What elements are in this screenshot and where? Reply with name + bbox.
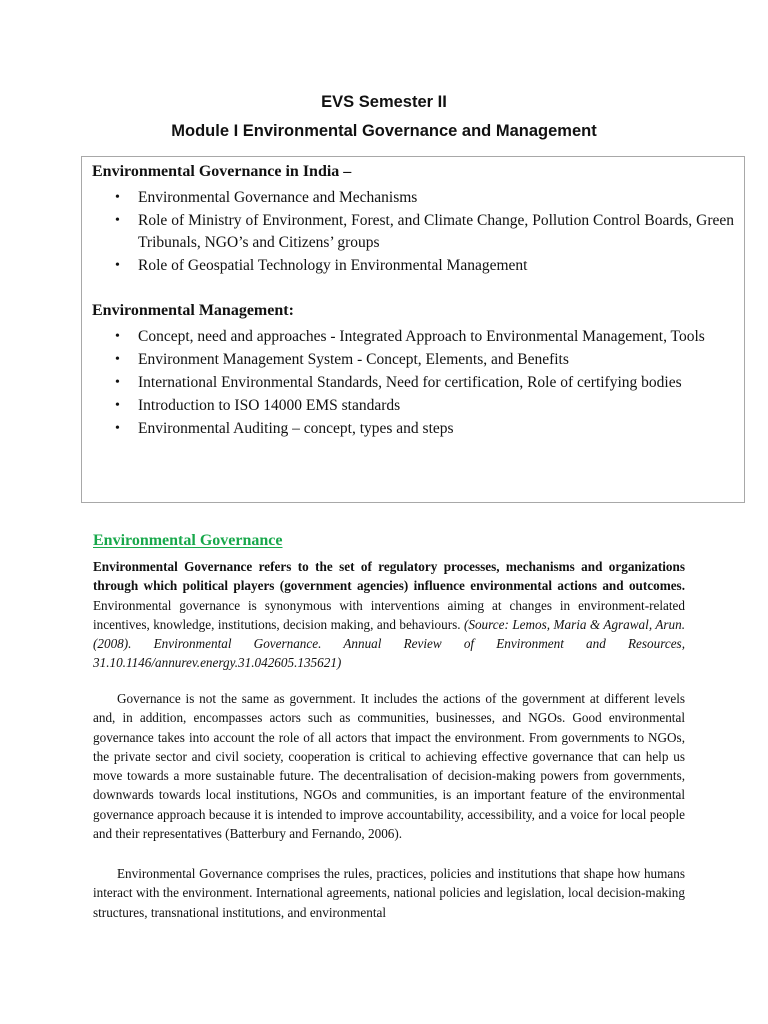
section-title: Environmental Governance (93, 532, 283, 549)
rules-paragraph: Environmental Governance comprises the rules, practices, policies and institutions that shape how humans interact with the environment. International agreements, national policies and legislation, local decision-making structures, transnational institutions, and environmental (93, 866, 685, 920)
heading-env-management: Environmental Management: (92, 302, 294, 319)
list-item: • Introduction to ISO 14000 EMS standards (82, 395, 734, 417)
document-title: EVS Semester II (321, 93, 447, 111)
module-title: Module I Environmental Governance and Management (171, 122, 597, 140)
definition-paragraph (93, 557, 685, 673)
bullet-icon: • (115, 329, 120, 344)
source-citation: (Source: Lemos, Maria & Agrawal, Arun. (2008). Environmental Governance. Annual Review of Environment and Resources, 31.10.1146/annurev.energy.31.042605.135621) (93, 616, 685, 671)
heading-governance-india: Environmental Governance in India – (92, 163, 352, 180)
governance-topic-list (82, 187, 734, 278)
definition-text: Environmental governance is synonymous with interventions aiming at changes in environment-related incentives, knowledge, institutions, decision making, and behaviours. (93, 597, 685, 632)
bullet-icon: • (115, 213, 120, 228)
list-item: • Concept, need and approaches - Integrated Approach to Environmental Management, Tools (82, 326, 734, 348)
definition-bold-text: Environmental Governance refers to the set of regulatory processes, mechanisms and organizations through which political players (government agencies) influence environmental actions and outcomes. (93, 559, 685, 594)
bullet-icon: • (115, 352, 120, 367)
bullet-icon: • (115, 398, 120, 413)
bullet-icon: • (115, 190, 120, 205)
syllabus-box (81, 156, 745, 503)
management-topic-list (82, 326, 734, 441)
list-item: • International Environmental Standards, Need for certification, Role of certifying bodies (82, 372, 734, 394)
bullet-icon: • (115, 421, 120, 436)
list-item: • Role of Geospatial Technology in Environmental Management (82, 255, 734, 277)
governance-paragraph: Governance is not the same as government. It includes the actions of the government at different levels and, in addition, encompasses actors such as communities, businesses, and NGOs. Good environmental governance takes into account the role of all actors that impact the environment. From governments to NGOs, the private sector and civil society, cooperation is critical to achieving effective governance that can help us move towards a more sustainable future. The decentralisation of decision-making powers from governments, downwards towards local institutions, NGOs and communities, is an important feature of the environmental governance approach because it is intended to improve accountability, accessibility, and a voice for local people and their representatives (Batterbury and Fernando, 2006). (93, 691, 685, 842)
bullet-icon: • (115, 375, 120, 390)
list-item: • Environmental Governance and Mechanisms (82, 187, 734, 209)
list-item: • Role of Ministry of Environment, Forest, and Climate Change, Pollution Control Boards, Green Tribunals, NGO’s and Citizens’ groups (115, 212, 734, 251)
bullet-icon: • (115, 258, 120, 273)
list-item: • Environmental Auditing – concept, types and steps (82, 418, 734, 440)
list-item: • Environment Management System - Concept, Elements, and Benefits (82, 349, 734, 371)
